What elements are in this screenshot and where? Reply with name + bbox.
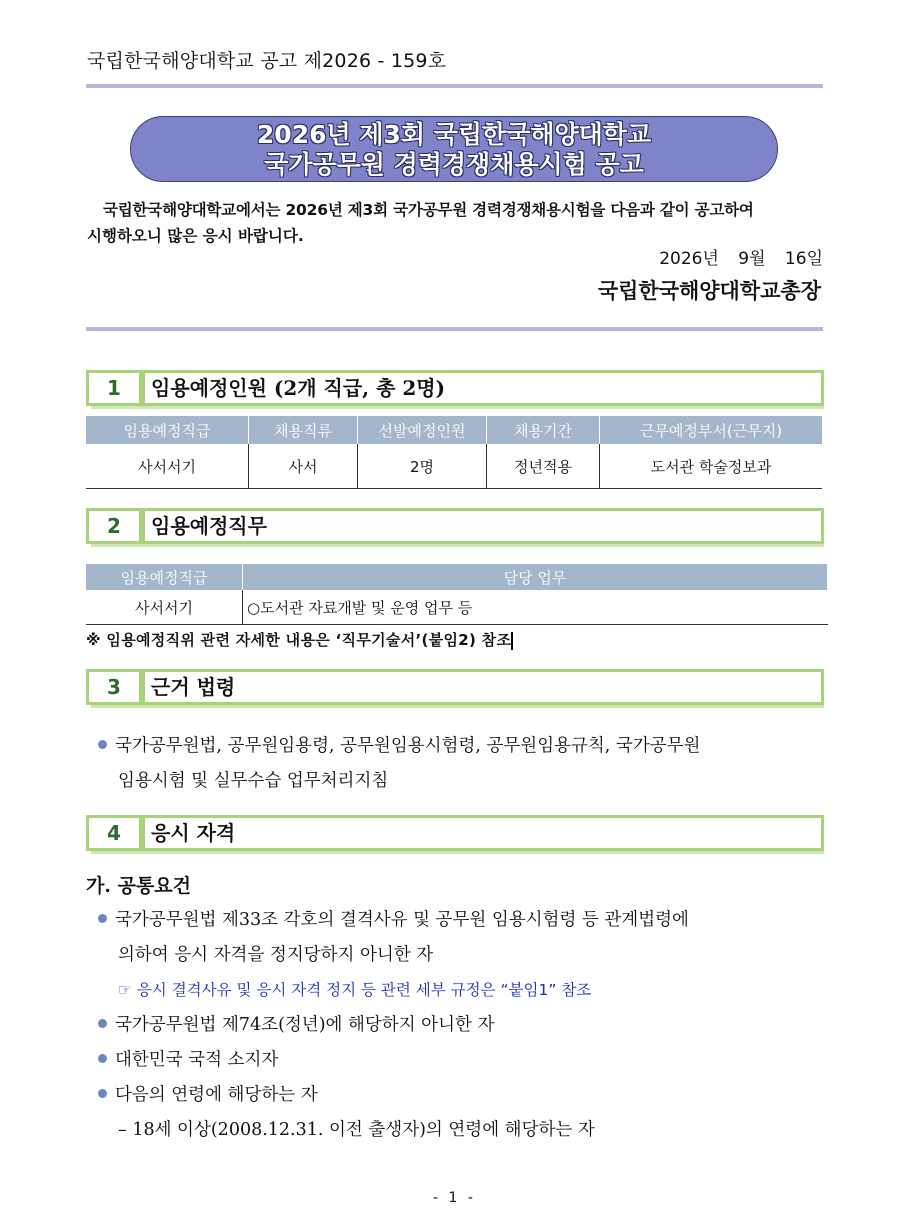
list-item-continued: 임용시험 및 실무수습 업무처리지침 bbox=[118, 771, 389, 791]
list-item: 국가공무원법, 공무원임용령, 공무원임용시험령, 공무원임용규칙, 국가공무원 bbox=[98, 729, 826, 764]
section-number: 2 bbox=[89, 511, 139, 541]
top-divider bbox=[86, 84, 823, 88]
section-number: 3 bbox=[89, 672, 139, 702]
table-row bbox=[86, 590, 828, 625]
section-2-header bbox=[86, 508, 824, 544]
qualification-list bbox=[98, 903, 828, 1148]
table-cell: 정년적용 bbox=[487, 444, 600, 489]
law-list bbox=[98, 729, 826, 799]
table-header: 담당 업무 bbox=[243, 564, 828, 590]
section-4-header bbox=[86, 815, 824, 851]
section-title: 응시 자격 bbox=[151, 821, 236, 845]
intro-paragraph bbox=[87, 197, 822, 249]
section-title: 임용예정인원 (2개 직급, 총 2명) bbox=[151, 376, 446, 400]
intro-line-2: 시행하오니 많은 응시 바랍니다. bbox=[87, 227, 304, 245]
staffing-table bbox=[86, 416, 822, 489]
intro-line-1: 국립한국해양대학교에서는 2026년 제3회 국가공무원 경력경쟁채용시험을 다음과 같이 공고하여 bbox=[103, 201, 754, 219]
table-header: 임용예정직급 bbox=[86, 564, 243, 590]
text-cursor bbox=[511, 632, 513, 650]
table-cell: 사서서기 bbox=[86, 444, 249, 489]
signer: 국립한국해양대학교총장 bbox=[597, 278, 821, 303]
table-header-row bbox=[86, 564, 828, 590]
table-header: 채용직류 bbox=[249, 416, 358, 444]
table-cell: 2명 bbox=[358, 444, 487, 489]
bullet-icon bbox=[98, 1089, 107, 1098]
title-line-2: 국가공무원 경력경쟁채용시험 공고 bbox=[264, 150, 644, 179]
list-item: 국가공무원법 제74조(정년)에 해당하지 아니한 자 bbox=[98, 1008, 828, 1043]
section-title: 근거 법령 bbox=[151, 675, 236, 699]
table-header-row bbox=[86, 416, 822, 444]
table-header: 채용기간 bbox=[487, 416, 600, 444]
bullet-icon bbox=[98, 1054, 107, 1063]
notice-number: 국립한국해양대학교 공고 제2026 - 159호 bbox=[87, 50, 447, 72]
table-cell: 사서서기 bbox=[86, 590, 243, 625]
bullet-icon bbox=[98, 740, 107, 749]
subsection-title: 가. 공통요건 bbox=[86, 875, 191, 897]
list-item-continued: 의하여 응시 자격을 정지당하지 아니한 자 bbox=[118, 945, 434, 965]
reference-note: ※ 임용예정직위 관련 자세한 내용은 ‘직무기술서’(붙임2) 참조 bbox=[86, 631, 512, 649]
section-1-header bbox=[86, 370, 824, 406]
table-cell: ○도서관 자료개발 및 운영 업무 등 bbox=[243, 590, 828, 625]
list-sub-item: – 18세 이상(2008.12.31. 이전 출생자)의 연령에 해당하는 자 bbox=[118, 1120, 595, 1140]
table-cell: 사서 bbox=[249, 444, 358, 489]
table-header: 근무예정부서(근무지) bbox=[600, 416, 823, 444]
mid-divider bbox=[86, 327, 823, 331]
list-item: 다음의 연령에 해당하는 자 bbox=[98, 1078, 828, 1113]
list-item: 대한민국 국적 소지자 bbox=[98, 1043, 828, 1078]
section-number: 1 bbox=[89, 373, 139, 403]
section-title: 임용예정직무 bbox=[151, 514, 267, 538]
table-row bbox=[86, 444, 822, 489]
title-line-1: 2026년 제3회 국립한국해양대학교 bbox=[256, 120, 652, 149]
section-number: 4 bbox=[89, 818, 139, 848]
bullet-icon bbox=[98, 1019, 107, 1028]
page-number: - 1 - bbox=[433, 1190, 476, 1206]
list-item: 국가공무원법 제33조 각호의 결격사유 및 공무원 임용시험령 등 관계법령에 bbox=[98, 903, 828, 938]
table-header: 선발예정인원 bbox=[358, 416, 487, 444]
duty-table bbox=[86, 564, 828, 625]
table-cell: 도서관 학술정보과 bbox=[600, 444, 823, 489]
reference-link-note: ☞ 응시 결격사유 및 응시 자격 정지 등 관련 세부 규정은 “붙임1” 참조 bbox=[118, 981, 592, 999]
table-header: 임용예정직급 bbox=[86, 416, 249, 444]
bullet-icon bbox=[98, 914, 107, 923]
notice-date: 2026년 9월 16일 bbox=[659, 249, 823, 269]
section-3-header bbox=[86, 669, 824, 705]
title-banner bbox=[130, 116, 778, 182]
